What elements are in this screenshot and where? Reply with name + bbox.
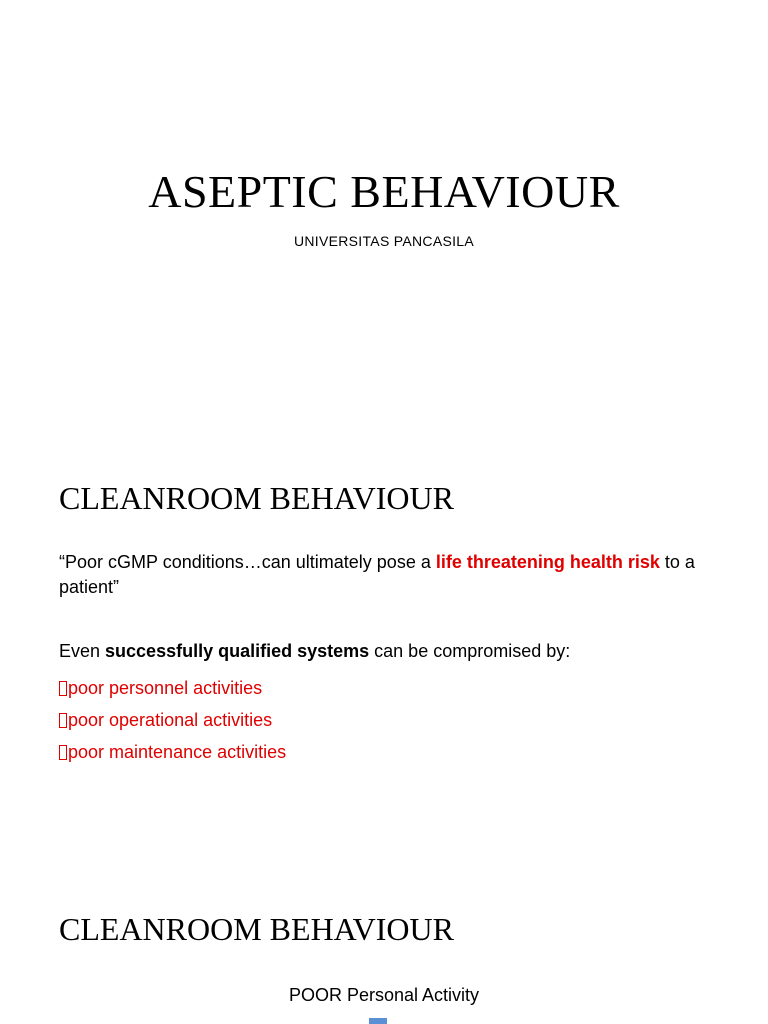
slide-title: CLEANROOM BEHAVIOUR [59,911,454,947]
missing-glyph-icon [59,745,67,760]
slide-poor-personal-activity [0,840,768,1024]
list-item [59,672,286,704]
quote-part-2: to a patient” [59,552,695,597]
list-item [59,736,286,768]
presentation-title: ASEPTIC BEHAVIOUR [148,166,620,217]
lead-bold: successfully qualified systems [105,641,370,661]
slide-title: CLEANROOM BEHAVIOUR [59,480,454,516]
quote-highlight: life threatening health risk [435,552,660,572]
missing-glyph-icon [59,681,67,696]
slide-cleanroom-behaviour [0,410,768,840]
lead-part-2: can be compromised by: [369,641,571,661]
presentation-subtitle: UNIVERSITAS PANCASILA [293,233,475,249]
bullet-label: poor maintenance activities [68,742,287,762]
lead-text [59,639,709,664]
bullet-label: poor personnel activities [68,678,263,698]
image-placeholder [369,1018,387,1024]
quote-part-1: “Poor cGMP conditions…can ultimately pose a [59,552,436,572]
bullet-label: poor operational activities [68,710,273,730]
missing-glyph-icon [59,713,67,728]
lead-part-1: Even [59,641,106,661]
list-item [59,704,286,736]
slide-text: POOR Personal Activity [288,985,480,1005]
slide-title-page [0,0,768,410]
bullet-list [59,672,286,768]
quote-text [59,550,709,600]
